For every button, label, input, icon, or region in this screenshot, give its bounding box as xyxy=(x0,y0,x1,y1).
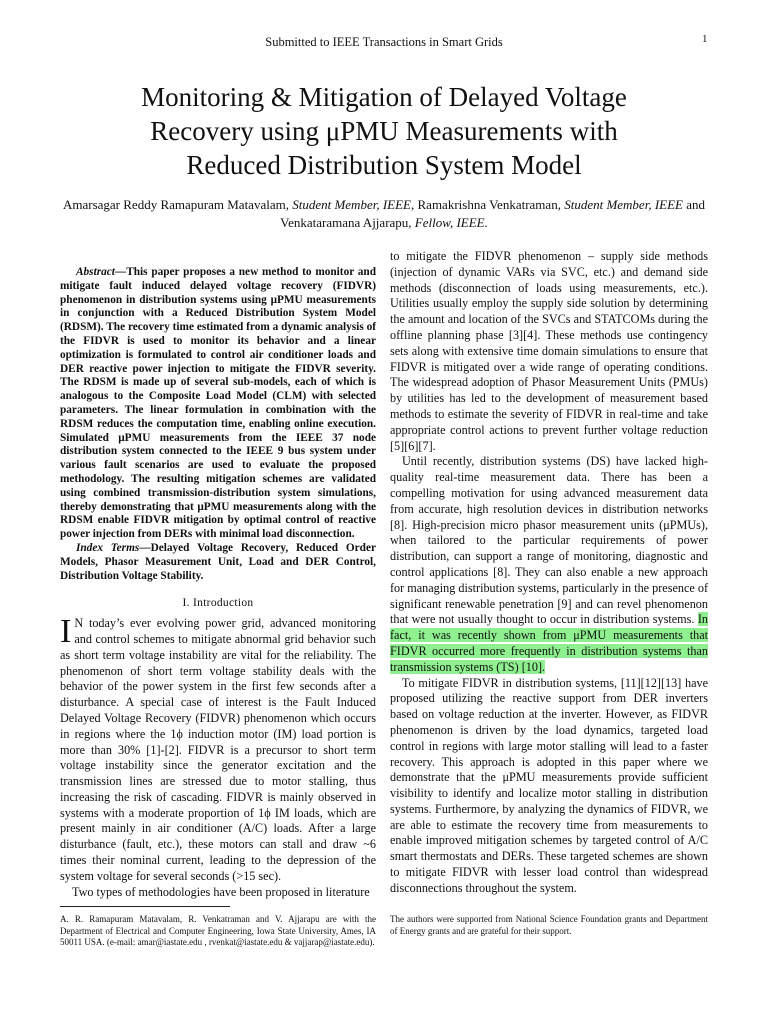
section-heading: I. Introduction xyxy=(182,597,254,610)
footnote-funding: The authors were supported from National Science Foundation grants and Department of Energy grants and are grateful for their support. xyxy=(390,914,708,936)
paragraph-text: N today’s ever evolving power grid, advanced monitoring and control schemes to mitigate abnormal grid behavior such as short term voltage instability are vital for the reliability. The phenomenon of short term voltage stability deals with the behavior of the power system in the first few seconds after a disturbance. A special case of interest is the Fault Induced Delayed Voltage Recovery (FIDVR) phenomenon which occurs in regions where the 1ϕ induction motor (IM) load portion is more than 30% [1]-[2]. FIDVR is a precursor to short term voltage instability since the generator excitation and the transmission lines are stressed due to motor stalling, thus increasing the risk of cascading. FIDVR is mainly observed in systems with a moderate proportion of 1ϕ IM loads, which are present mainly in air conditioner (A/C) loads. After a large disturbance (fault, etc.), these motors can stall and draw ~6 times their nominal current, leading to the depression of the system voltage for several seconds (>15 sec). xyxy=(60,616,376,883)
abstract-label: Abstract xyxy=(76,266,115,278)
running-head: Submitted to IEEE Transactions in Smart Grids xyxy=(265,35,503,49)
left-column xyxy=(60,266,376,900)
drop-cap: I xyxy=(60,613,72,651)
intro-paragraph-4 xyxy=(390,454,708,675)
author-role: Fellow, IEEE. xyxy=(414,215,488,230)
author-role: Student Member, IEEE xyxy=(564,197,683,212)
index-terms xyxy=(60,542,376,583)
index-terms-text: —Delayed Voltage Recovery, Reduced Order Models, Phasor Measurement Unit, Load and DER Control, Distribution Voltage Stability. xyxy=(60,541,376,582)
author-role: Student Member, IEEE xyxy=(292,197,411,212)
paragraph-text: Until recently, distribution systems (DS) have lacked high-quality real-time measurement data. There has been a compelling motivation for using advanced measurement data from accurate, high resolution devices in distribution networks [8]. High-precision micro phasor measurement units (μPMUs), when tailored to the particular requirements of power distribution, can support a range of monitoring, diagnostic and control applications [8]. They can also enable a new approach for managing distribution systems, particularly in the presence of significant renewable penetration [9] and can revel phenomenon that were not usually thought to occur in distribution systems. xyxy=(390,454,708,627)
intro-paragraph-2: Two types of methodologies have been proposed in literature xyxy=(72,884,370,899)
author-name: and Venkataramana Ajjarapu, xyxy=(280,197,706,230)
title-line: Reduced Distribution System Model xyxy=(186,150,582,180)
right-column xyxy=(390,249,708,897)
index-terms-label: Index Terms xyxy=(76,541,140,554)
author-name: Amarsagar Reddy Ramapuram Matavalam, xyxy=(62,197,293,212)
intro-paragraph-5: To mitigate FIDVR in distribution systems, [11][12][13] have proposed utilizing the reactive support from DER inverters based on voltage reduction at the inverter. However, as FIDVR phenomenon is driven by the load dynamics, targeted load control in regions with large motor stalling will lead to a faster recovery. This approach is adopted in this paper where we demonstrate that the μPMU measurements provide sufficient visibility to identify and localize motor stalling in distribution systems. Furthermore, by analyzing the dynamics of FIDVR, we are able to estimate the recovery time from measurements to enable improved mitigation schemes by targeted control of A/C smart thermostats and DERs. These targeted schemes are shown to mitigate FIDVR with lesser load control than widespread disconnections throughout the system. xyxy=(390,675,708,895)
footnote-rule xyxy=(60,906,230,907)
abstract-text: —This paper proposes a new method to monitor and mitigate fault induced delayed voltage recovery (FIDVR) phenomenon in distribution systems using μPMU measurements in conjunction with a Reduced Distribution System Model (RDSM). The recovery time estimated from a dynamic analysis of the FIDVR is used to monitor its behavior and a linear optimization is formulated to control air conditioner loads and DER reactive power injection to mitigate the FIDVR severity. The RDSM is made up of several sub-models, each of which is analogous to the Composite Load Model (CLM) with selected parameters. The linear formulation in combination with the RDSM reduces the computation time, enabling online execution. Simulated μPMU measurements from the IEEE 37 node distribution system connected to the IEEE 9 bus system under various fault scenarios are used to evaluate the proposed methodology. The resulting mitigation schemes are validated using combined transmission-distribution system simulations, thereby demonstrating that μPMU measurements along with the RDSM enable FIDVR mitigation by optimal control of reactive power injection from DERs with minimal load disconnection. xyxy=(60,266,376,541)
paper-title xyxy=(60,80,708,182)
author-name: , Ramakrishna Venkatraman, xyxy=(411,197,565,212)
page-number: 1 xyxy=(702,33,708,45)
intro-paragraph-3: to mitigate the FIDVR phenomenon – supply side methods (injection of dynamic VARs via SVC, etc.) and demand side methods (disconnection of loads using measurements, etc.). Utilities usually employ the supply side solution by determining the amount and location of the SVCs and STATCOMs during the offline planning phase [3][4]. These methods use contingency sets along with extensive time domain simulations to ensure that FIDVR is mitigated over a wide range of operating conditions. The widespread adoption of Phasor Measurement Units (PMUs) by utilities has led to the development of measurement based methods to estimate the severity of FIDVR in real-time and take appropriate control actions to prevent further voltage reduction [5][6][7]. xyxy=(390,249,708,453)
intro-paragraph-1 xyxy=(60,613,376,885)
highlighted-text[interactable]: In fact, it was recently shown from μPMU measurements that FIDVR occurred more frequently in distribution systems than transmission systems (TS) [10]. xyxy=(390,612,708,674)
title-line: Recovery using μPMU Measurements with xyxy=(150,116,618,146)
abstract xyxy=(60,266,376,542)
author-list xyxy=(55,196,713,232)
footnote-affiliation: A. R. Ramapuram Matavalam, R. Venkatraman and V. Ajjarapu are with the Department of Electrical and Computer Engineering, Iowa State University, Ames, IA 50011 USA. (e-mail: amar@iastate.edu , rvenkat@iastate.edu & vajjarap@iastate.edu). xyxy=(60,914,376,947)
title-line: Monitoring & Mitigation of Delayed Voltage xyxy=(141,82,627,112)
